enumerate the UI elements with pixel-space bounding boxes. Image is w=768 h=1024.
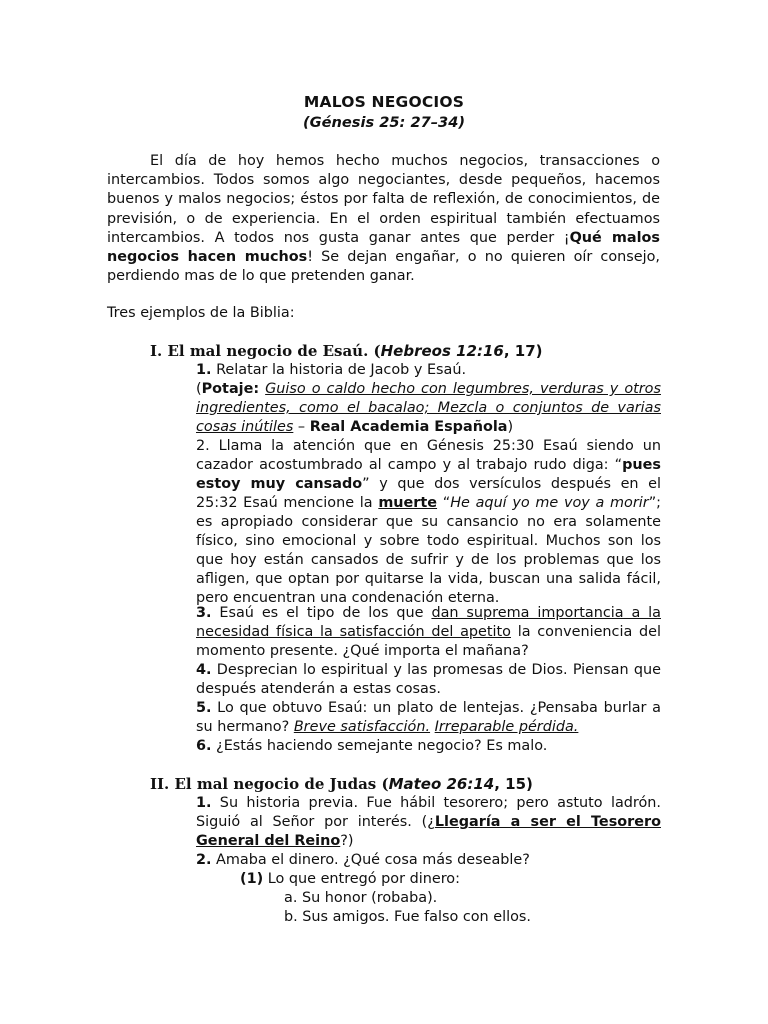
- examples-intro: Tres ejemplos de la Biblia:: [107, 305, 295, 321]
- section1-item4: 4. Desprecian lo espiritual y las promesas de Dios. Piensan que después atenderán a estas cosas.: [196, 662, 661, 697]
- section2-sub-b: b. Sus amigos. Fue falso con ellos.: [284, 909, 531, 925]
- section1-item5: 5. Lo que obtuvo Esaú: un plato de lentejas. ¿Pensaba burlar a su hermano? Breve satisfacción. Irreparable pérdida.: [196, 700, 661, 735]
- page-title: MALOS NEGOCIOS: [303, 93, 465, 111]
- intro-text-1: El día de hoy hemos hecho muchos negocios, transacciones o intercambios. Todos somos algo negociantes, desde pequeños, hacemos buenos y malos negocios; éstos por falta de reflexión, de conocimientos, de previsión, o de experiencia. En el orden espiritual también efectuamos intercambios. A todos nos gusta ganar antes que perder ¡: [107, 153, 660, 246]
- section2-item1: 1. Su historia previa. Fue hábil tesorero; pero astuto ladrón. Siguió al Señor por interés. (¿Llegaría a ser el Tesorero General del Reino?): [196, 795, 661, 849]
- section1-item1: 1. Relatar la historia de Jacob y Esaú.: [196, 362, 467, 378]
- section1-item3: 3. Esaú es el tipo de los que dan suprema importancia a la necesidad física la satisfacción del apetito la conveniencia del momento presente. ¿Qué importa el mañana?: [196, 605, 661, 659]
- section1-item6: 6. ¿Estás haciendo semejante negocio? Es malo.: [196, 738, 548, 754]
- section2-sub1: (1) Lo que entregó por dinero:: [240, 871, 460, 887]
- intro-bold: Qué malos negocios hacen muchos: [107, 229, 660, 266]
- page-subtitle: (Génesis 25: 27–34): [302, 114, 466, 131]
- intro-text-2: ! Se dejan engañar, o no quieren oír consejo, perdiendo mas de lo que pretenden ganar.: [107, 249, 660, 285]
- section2-item2: 2. Amaba el dinero. ¿Qué cosa más deseable?: [196, 852, 530, 868]
- section1-heading: I. El mal negocio de Esaú. (Hebreos 12:16, 17): [150, 342, 543, 360]
- section2-heading: II. El mal negocio de Judas (Mateo 26:14, 15): [150, 775, 533, 793]
- intro-paragraph: [107, 152, 660, 286]
- section1-item2: 2. Llama la atención que en Génesis 25:30 Esaú siendo un cazador acostumbrado al campo y al trabajo rudo diga: “pues estoy muy cansado” y que dos versículos después en el 25:32 Esaú mencione la muerte “He aquí yo me voy a morir”; es apropiado considerar que su cansancio no era solamente físico, sino emocional y sobre todo espiritual. Muchos son los que hoy están cansados de sufrir y de los problemas que los afligen, que optan por quitarse la vida, buscan una salida fácil, pero encuentran una condenación eterna.: [196, 438, 662, 606]
- section1-potaje: (Potaje: Guiso o caldo hecho con legumbres, verduras y otros ingredientes, como el bacalao; Mezcla o conjuntos de varias cosas inútiles – Real Academia Española): [196, 381, 661, 435]
- section2-sub-a: a. Su honor (robaba).: [284, 890, 438, 906]
